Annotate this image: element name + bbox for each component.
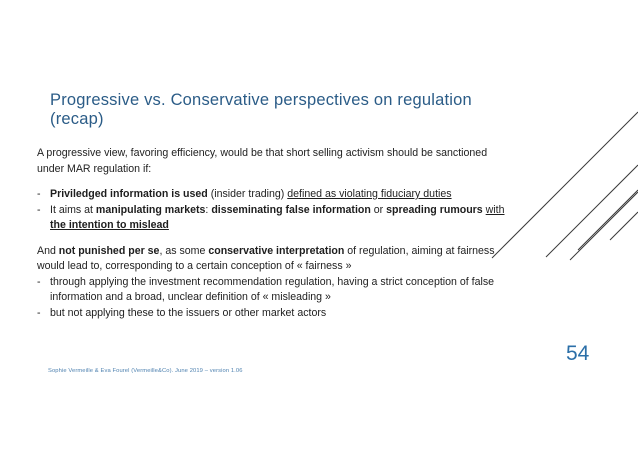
plain-text: (insider trading) [207, 188, 288, 200]
bold-text: conservative interpretation [208, 244, 345, 257]
plain-text: or [370, 203, 387, 216]
bullet-item [37, 203, 517, 234]
underlined-text: with [485, 203, 505, 216]
bullet-dash: - [37, 275, 41, 288]
plain-text: It aims at [50, 203, 96, 216]
bullet-dash: - [37, 306, 41, 319]
plain-text: of regulation, aiming at fairness would lead to, corresponding to a certain conception of « fairness » [37, 244, 495, 272]
bold-text: not punished per se [58, 244, 160, 257]
slide-title: Progressive vs. Conservative perspectives on regulation (recap) [50, 91, 472, 128]
bullet-dash: - [37, 188, 41, 200]
footer-credit: Sophie Vermeille & Eva Fourel (Vermeille&Co). June 2019 – version 1.06 [48, 368, 243, 374]
bullet-text: through applying the investment recommendation regulation, having a strict conception of false information and a broad, unclear definition of « misleading » [50, 275, 495, 303]
bullet-item [37, 306, 517, 322]
plain-text: : [205, 203, 212, 216]
bold-underlined-text: the intention to mislead [50, 219, 169, 231]
second-paragraph [37, 244, 517, 275]
bullet-text: but not applying these to the issuers or other market actors [50, 306, 327, 319]
bold-text: disseminating false information [211, 203, 371, 216]
decorative-line [578, 190, 638, 250]
bullet-dash: - [37, 203, 41, 216]
decorative-line [570, 192, 638, 260]
bold-text: spreading rumours [386, 203, 483, 216]
plain-text: , as some [159, 244, 209, 257]
bold-text: Priviledged information is used [50, 188, 208, 200]
decorative-line [546, 165, 638, 257]
bullet-item [37, 187, 517, 203]
underlined-text: defined as violating fiduciary duties [287, 188, 452, 200]
slide-body [37, 146, 517, 321]
intro-paragraph: A progressive view, favoring efficiency, would be that short selling activism should be sanctioned under MAR regulation if: [37, 147, 488, 175]
bullet-item [37, 275, 517, 306]
page-number: 54 [566, 342, 590, 365]
bold-text: manipulating markets [95, 203, 206, 216]
plain-text: And [37, 244, 59, 257]
